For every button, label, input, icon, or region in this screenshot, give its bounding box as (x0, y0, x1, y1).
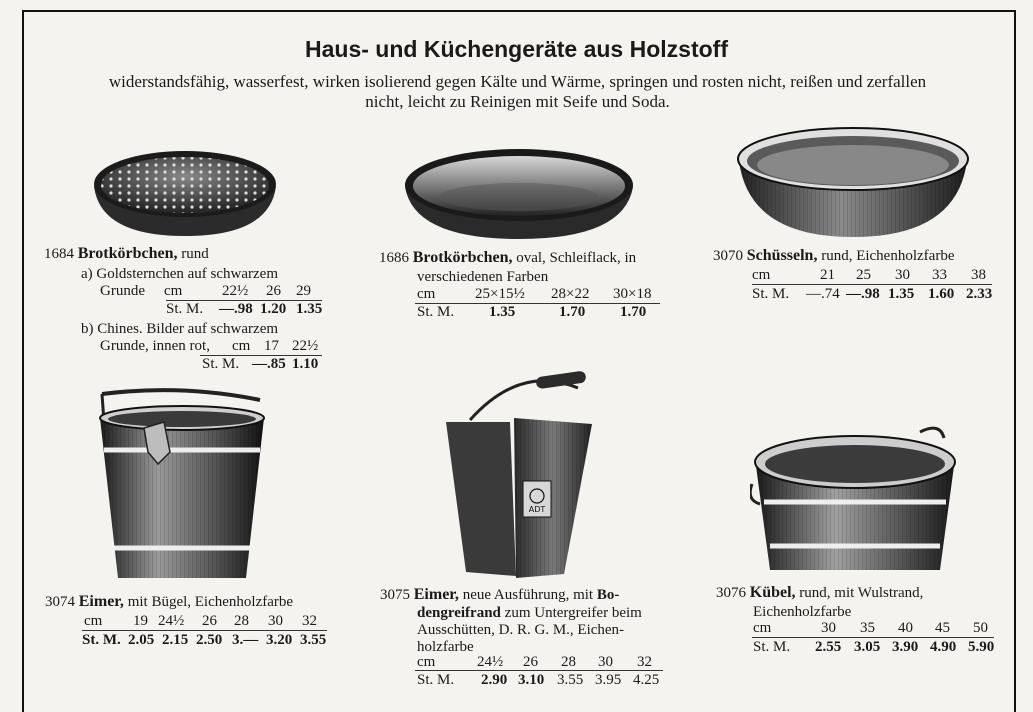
item-3076-sizes-row (753, 619, 1003, 637)
item-3074-prices-row (82, 631, 332, 649)
price-cell: 3.05 (854, 639, 881, 655)
item-3075-bold-1: Bo- (596, 587, 620, 603)
size-cell: 45 (935, 620, 950, 636)
item-3075-line-2 (417, 604, 642, 622)
price-cell: 2.50 (196, 632, 223, 648)
price-cell: 4.25 (633, 672, 660, 688)
item-3075-desc-4: holzfarbe (417, 639, 474, 655)
cm-label: cm (753, 620, 772, 636)
size-cell: 29 (296, 283, 311, 299)
variant-b-price-label: St. M. (202, 356, 240, 372)
size-cell: 28 (561, 654, 576, 670)
tub-illustration (750, 422, 960, 577)
price-cell: 3.55 (557, 672, 584, 688)
price-cell: 1.35 (888, 286, 915, 302)
price-label: St. M. (753, 639, 791, 655)
price-cell: 3.20 (266, 632, 293, 648)
cm-label: cm (84, 613, 103, 629)
item-1686-prices-row (417, 303, 667, 321)
item-1684-heading (44, 245, 209, 263)
variant-a-cm-label: cm (164, 283, 183, 299)
size-cell: 35 (860, 620, 875, 636)
price-label: St. M. (417, 304, 455, 320)
price-cell: —.98 (846, 286, 880, 302)
item-3075-desc-2: zum Untergreifer beim (504, 605, 642, 621)
item-3075-desc: neue Ausführung, mit (462, 587, 594, 603)
size-cell: 26 (202, 613, 217, 629)
item-3074-sizes-row (84, 612, 334, 630)
size-cell: 40 (898, 620, 913, 636)
cm-label: cm (417, 286, 436, 302)
item-1684-b-prices-row (202, 355, 332, 373)
item-3075-desc-3: Ausschütten, D. R. G. M., Eichen- (417, 622, 625, 638)
item-3070-sizes-row (752, 266, 1002, 284)
price-cell: 3.95 (595, 672, 622, 688)
item-1684-variant-a: a) Goldsternchen auf schwarzem (81, 266, 278, 282)
item-3075-prices-row (417, 671, 667, 689)
price-cell: 1.10 (292, 356, 319, 372)
item-1686-desc-line-2: verschiedenen Farben (417, 269, 549, 285)
size-cell: 25 (856, 267, 871, 283)
oval-bread-basket-illustration (402, 145, 636, 243)
item-1686-sizes-row (417, 285, 667, 303)
variant-b-cm-label: cm (232, 338, 251, 354)
price-cell: 2.90 (481, 672, 508, 688)
price-label: St. M. (82, 632, 121, 648)
item-3075-heading (380, 586, 619, 604)
price-cell: —.74 (806, 286, 840, 302)
price-cell: 1.70 (559, 304, 586, 320)
size-cell: 28×22 (551, 286, 590, 302)
pail-with-handle-illustration (92, 388, 272, 586)
item-1684-a-prices-row (166, 300, 326, 318)
size-cell: 24½ (158, 613, 185, 629)
item-1686-number: 1686 (379, 250, 409, 266)
cm-label: cm (417, 654, 436, 670)
size-cell: 19 (133, 613, 148, 629)
item-3070-prices-row (752, 285, 1002, 303)
size-cell: 32 (302, 613, 317, 629)
price-cell: —.98 (219, 301, 253, 317)
size-cell: 25×15½ (475, 286, 525, 302)
size-cell: 28 (234, 613, 249, 629)
price-cell: 1.70 (620, 304, 647, 320)
item-3070-desc: rund, Eichenholzfarbe (821, 248, 955, 264)
item-3076-name: Kübel, (749, 584, 796, 601)
bowl-illustration (735, 125, 971, 240)
adt-logo-text: ADT (528, 505, 546, 514)
price-label: St. M. (417, 672, 455, 688)
size-cell: 26 (523, 654, 538, 670)
size-cell: 30 (268, 613, 283, 629)
size-cell: 38 (971, 267, 986, 283)
size-cell: 33 (932, 267, 947, 283)
price-cell: 3.90 (892, 639, 919, 655)
size-cell: 21 (820, 267, 835, 283)
item-3076-desc: rund, mit Wulstrand, (799, 585, 924, 601)
item-1684-name: Brotkörbchen, (77, 245, 178, 262)
variant-a-ground-text: Grunde (100, 283, 145, 299)
price-cell: 2.15 (162, 632, 189, 648)
item-3070-heading (713, 247, 954, 265)
item-3070-name: Schüsseln, (746, 247, 818, 264)
price-label: St. M. (752, 286, 790, 302)
cm-label: cm (752, 267, 771, 283)
size-cell: 50 (973, 620, 988, 636)
item-3075-name: Eimer, (413, 586, 459, 603)
price-cell: 3.— (232, 632, 259, 648)
round-bread-basket-illustration (90, 148, 280, 240)
price-cell: 3.55 (300, 632, 327, 648)
size-cell: 30 (598, 654, 613, 670)
subtitle-line-1: widerstandsfähig, wasserfest, wirken isolierend gegen Kälte und Wärme, springen und rosten nicht, reißen und zerfallen (108, 72, 927, 91)
size-cell: 24½ (477, 654, 504, 670)
item-3076-number: 3076 (716, 585, 746, 601)
pail-new-design-illustration (440, 368, 602, 580)
item-3075-sizes-row (417, 653, 667, 671)
item-1684-number: 1684 (44, 246, 74, 262)
size-cell: 30 (821, 620, 836, 636)
item-1686-desc: oval, Schleiflack, in (516, 250, 637, 266)
price-cell: 1.60 (928, 286, 955, 302)
price-cell: 2.33 (966, 286, 993, 302)
item-1684-desc: rund (181, 246, 209, 262)
price-cell: —.85 (252, 356, 286, 372)
variant-b-ground-text: Grunde, innen rot, (100, 338, 210, 354)
item-3075-number: 3075 (380, 587, 410, 603)
size-cell: 30×18 (613, 286, 652, 302)
price-cell: 2.55 (815, 639, 842, 655)
item-3076-prices-row (753, 638, 1003, 656)
subtitle-line-2: nicht, leicht zu Reinigen mit Seife und Soda. (365, 92, 670, 111)
price-cell: 1.35 (296, 301, 323, 317)
item-1684-b-sizes-row (100, 337, 330, 355)
item-3076-desc-2: Eichenholzfarbe (753, 604, 852, 620)
size-cell: 17 (264, 338, 279, 354)
item-3074-heading (45, 593, 293, 611)
price-cell: 4.90 (930, 639, 957, 655)
price-cell: 2.05 (128, 632, 155, 648)
size-cell: 32 (637, 654, 652, 670)
size-cell: 22½ (222, 283, 249, 299)
item-3076-heading (716, 584, 923, 602)
item-3070-number: 3070 (713, 248, 743, 264)
item-1686-name: Brotkörbchen, (412, 249, 513, 266)
item-3074-name: Eimer, (78, 593, 124, 610)
price-cell: 3.10 (518, 672, 545, 688)
size-cell: 30 (895, 267, 910, 283)
size-cell: 26 (266, 283, 281, 299)
item-3075-bold-2: dengreifrand (417, 605, 501, 621)
size-cell: 22½ (292, 338, 319, 354)
item-3074-desc: mit Bügel, Eichenholzfarbe (127, 594, 294, 610)
item-1684-variant-b: b) Chines. Bilder auf schwarzem (81, 321, 279, 337)
item-3074-number: 3074 (45, 594, 75, 610)
item-1686-heading (379, 249, 636, 267)
page-title: Haus- und Küchengeräte aus Holzstoff (305, 36, 728, 62)
price-cell: 1.35 (489, 304, 516, 320)
price-cell: 1.20 (260, 301, 287, 317)
variant-a-price-label: St. M. (166, 301, 204, 317)
item-1684-a-sizes-row (100, 282, 330, 300)
price-cell: 5.90 (968, 639, 995, 655)
page-subtitle (40, 72, 995, 112)
